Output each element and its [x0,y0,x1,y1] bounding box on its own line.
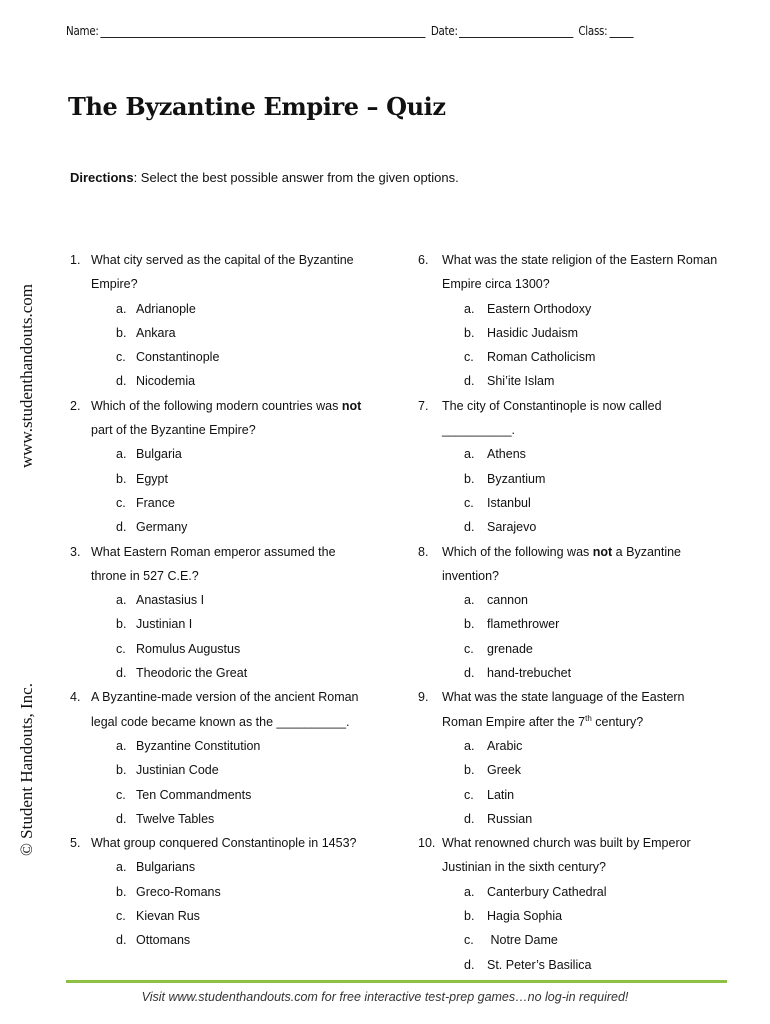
questions-right-column [418,248,738,977]
option-letter: d. [116,933,127,948]
date-blank [459,25,573,38]
option-letter: d. [116,374,127,389]
quiz-title: The Byzantine Empire – Quiz [68,92,446,121]
question-3 [70,540,410,686]
question-number: 6. [418,253,429,267]
answer-option [418,928,738,952]
answer-option [70,904,410,928]
answer-option [70,491,410,515]
option-letter: d. [464,957,475,972]
answer-option [418,321,738,345]
answer-option [418,734,738,758]
answer-option [418,588,738,612]
option-letter: d. [464,811,475,826]
option-text: Romulus Augustus [136,641,241,656]
question-text: throne in 527 C.E.? [91,568,199,583]
option-text: Egypt [136,471,168,486]
question-number: 8. [418,544,429,559]
answer-option [70,855,410,879]
option-text: Greco-Romans [136,884,221,899]
option-letter: d. [464,520,475,535]
option-text: cannon [487,593,529,608]
answer-option [418,297,738,321]
option-text: Byzantine Constitution [136,738,261,753]
question-5 [70,831,410,952]
question-text: What group conquered Constantinople in 1453? [91,836,357,851]
option-text: Bulgaria [136,447,182,462]
answer-option [70,661,410,685]
option-text: Istanbul [487,495,531,510]
option-text: Ottomans [136,933,191,948]
answer-option [70,515,410,539]
option-letter: c. [116,495,126,510]
option-letter: b. [464,909,475,924]
questions-left-column [70,248,410,953]
option-letter: b. [116,471,127,486]
question-8 [418,540,738,686]
option-text: hand-trebuchet [487,666,572,681]
option-text: Anastasius I [136,593,205,608]
answer-option [70,467,410,491]
option-text: Theodoric the Great [136,666,248,681]
question-text [442,710,738,734]
option-letter: c. [464,933,474,948]
answer-option [418,758,738,782]
answer-option [70,928,410,952]
question-text: A Byzantine-made version of the ancient Roman [91,690,359,705]
answer-option [418,369,738,393]
question-number: 5. [70,836,81,851]
option-letter: c. [116,641,126,656]
answer-option [418,442,738,466]
question-text: The city of Constantinople is now called [442,398,662,413]
option-letter: c. [116,350,126,365]
question-number: 4. [70,690,81,705]
question-text: What renowned church was built by Emperor [442,836,691,851]
answer-option [70,345,410,369]
class-blank [609,25,633,38]
option-text: Canterbury Cathedral [487,884,607,899]
question-text: What was the state religion of the Eastern Roman [442,253,718,267]
question-text: invention? [442,568,499,583]
option-text: Athens [487,447,526,462]
option-letter: b. [464,471,475,486]
option-letter: c. [464,787,474,802]
answer-option [70,783,410,807]
option-letter: b. [116,617,127,632]
answer-option [70,442,410,466]
answer-option [418,904,738,928]
option-letter: b. [464,617,475,632]
option-text: Hagia Sophia [487,909,563,924]
question-6 [418,248,738,394]
answer-option [418,661,738,685]
option-text: Greek [487,763,522,778]
option-letter: c. [116,787,126,802]
option-letter: a. [116,593,127,608]
question-text: part of the Byzantine Empire? [91,423,256,438]
question-number: 9. [418,690,429,705]
option-text: Hasidic Judaism [487,325,579,340]
answer-option [70,734,410,758]
option-text: Germany [136,520,188,535]
side-url: www.studenthandouts.com [17,284,36,468]
answer-option [418,807,738,831]
option-text: Latin [487,787,515,802]
option-letter: d. [464,666,475,681]
option-letter: a. [464,884,475,899]
answer-option [70,588,410,612]
option-text: Eastern Orthodoxy [487,301,592,316]
directions [70,170,459,185]
answer-option [70,612,410,636]
question-text: __________. [442,423,515,438]
question-text-part: Which of the following was [442,544,593,559]
question-number: 3. [70,544,81,559]
option-letter: b. [464,763,475,778]
footer-note: Visit www.studenthandouts.com for free interactive test-prep games…no log-in required! [141,990,629,1004]
option-letter: d. [116,666,127,681]
option-text: Adrianople [136,301,196,316]
option-text: Byzantium [487,471,546,486]
option-letter: a. [116,738,127,753]
question-7 [418,394,738,540]
question-text: Empire? [91,277,138,292]
question-number: 7. [418,398,429,413]
question-text [91,394,410,418]
option-letter: a. [464,301,475,316]
question-1 [70,248,410,394]
question-text: What Eastern Roman emperor assumed the [91,544,336,559]
question-number: 1. [70,253,81,267]
option-text: Sarajevo [487,520,537,535]
answer-option [418,515,738,539]
option-text: Ankara [136,325,176,340]
answer-option [418,953,738,977]
option-text: Arabic [487,738,523,753]
class-label: Class: [578,24,608,38]
answer-option [418,467,738,491]
option-letter: d. [464,374,475,389]
question-2 [70,394,410,540]
name-blank [100,25,425,38]
answer-option [418,491,738,515]
question-text [442,540,738,564]
footer-divider [66,980,727,983]
option-text: Justinian I [136,617,193,632]
option-letter: d. [116,520,127,535]
question-text-part: Which of the following modern countries was [91,398,342,413]
option-text: Roman Catholicism [487,350,596,365]
option-letter: a. [116,447,127,462]
option-text: St. Peter’s Basilica [487,957,592,972]
option-letter: c. [116,909,126,924]
option-letter: a. [464,738,475,753]
answer-option [418,612,738,636]
answer-option [70,297,410,321]
directions-label: Directions [70,170,134,185]
question-text: legal code became known as the __________. [91,714,350,729]
answer-option [418,637,738,661]
question-text: Empire circa 1300? [442,277,550,292]
question-text-part: Roman Empire after the 7 [442,714,586,729]
option-text: Bulgarians [136,860,196,875]
date-label: Date: [430,24,458,38]
answer-option [70,369,410,393]
question-text: What was the state language of the Eastern [442,690,685,705]
option-text: grenade [487,641,533,656]
answer-option [70,758,410,782]
name-label: Name: [66,24,99,38]
option-text: Nicodemia [136,374,196,389]
option-text: Russian [487,811,533,826]
answer-option [418,345,738,369]
answer-option [70,880,410,904]
answer-option [418,783,738,807]
option-letter: a. [116,860,127,875]
question-emphasis: not [592,544,613,559]
question-number: 2. [70,398,81,413]
answer-option [70,321,410,345]
directions-text: : Select the best possible answer from the given options. [133,170,459,185]
option-text: Constantinople [136,350,220,365]
option-letter: a. [464,593,475,608]
option-letter: c. [464,641,474,656]
question-text: Justinian in the sixth century? [442,860,606,875]
option-letter: b. [116,325,127,340]
option-letter: c. [464,495,474,510]
option-letter: b. [116,763,127,778]
answer-option [70,807,410,831]
answer-option [418,880,738,904]
question-text: What city served as the capital of the Byzantine [91,253,354,267]
question-9 [418,685,738,831]
side-copyright: © Student Handouts, Inc. [17,683,36,856]
option-letter: c. [464,350,474,365]
option-letter: a. [464,447,475,462]
question-emphasis: not [341,398,362,413]
option-text: Ten Commandments [136,787,252,802]
ordinal-superscript: th [585,713,592,723]
question-text-part: century? [591,714,644,729]
question-10 [418,831,738,977]
option-text: France [136,495,175,510]
option-text: Shi’ite Islam [487,374,555,389]
option-text: flamethrower [487,617,560,632]
question-text-part: a Byzantine [612,544,681,559]
question-number: 10. [418,836,436,851]
option-letter: b. [116,884,127,899]
option-text: Kievan Rus [136,909,200,924]
option-text: Justinian Code [136,763,219,778]
header-fields [66,18,634,38]
option-letter: a. [116,301,127,316]
answer-option [70,637,410,661]
option-text: Notre Dame [487,933,558,948]
option-letter: d. [116,811,127,826]
option-letter: b. [464,325,475,340]
question-4 [70,685,410,831]
option-text: Twelve Tables [136,811,215,826]
